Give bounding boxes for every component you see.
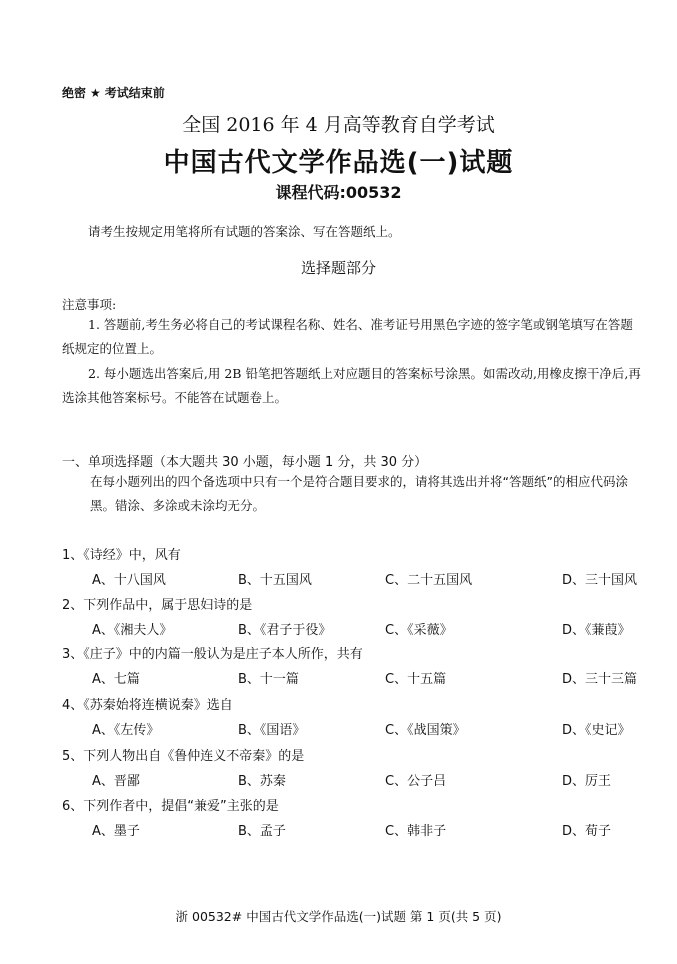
page-footer: 浙 00532# 中国古代文学作品选(一)试题 第 1 页(共 5 页) — [175, 909, 502, 924]
option-b: B、孟子 — [238, 824, 286, 839]
note-item-1: 1. 答题前,考生务必将自己的考试课程名称、姓名、准考证号用黑色字迹的签字笔或钢笔填写在答题纸规定的位置上。 — [62, 317, 633, 356]
option-d: D、《史记》 — [562, 723, 631, 738]
option-b: B、《国语》 — [238, 723, 306, 738]
option-a: A、《湘夫人》 — [92, 623, 173, 638]
option-c: C、《采薇》 — [385, 623, 453, 638]
option-c: C、二十五国风 — [385, 573, 473, 588]
option-b: B、十一篇 — [238, 672, 299, 687]
option-d: D、荀子 — [562, 824, 612, 839]
option-c: C、公子吕 — [385, 774, 447, 789]
option-a: A、《左传》 — [92, 723, 160, 738]
option-c: C、十五篇 — [385, 672, 447, 687]
option-a: A、七篇 — [92, 672, 140, 687]
section-title: 选择题部分 — [300, 259, 376, 277]
option-a: A、晋鄙 — [92, 774, 140, 789]
question-stem: 5、下列人物出自《鲁仲连义不帝秦》的是 — [62, 749, 305, 764]
question-stem: 1、《诗经》中，风有 — [62, 548, 181, 563]
option-a: A、十八国风 — [92, 573, 166, 588]
option-d: D、三十国风 — [562, 573, 638, 588]
course-code: 课程代码:00532 — [275, 183, 402, 202]
option-c: C、韩非子 — [385, 824, 447, 839]
option-d: D、厉王 — [562, 774, 612, 789]
option-b: B、十五国风 — [238, 573, 312, 588]
option-d: D、《蒹葭》 — [562, 623, 631, 638]
question-stem: 2、下列作品中，属于思妇诗的是 — [62, 598, 253, 613]
question-stem: 4、《苏秦始将连横说秦》选自 — [62, 698, 233, 713]
exam-title: 全国 2016 年 4 月高等教育自学考试 — [182, 114, 495, 136]
notes-heading: 注意事项: — [62, 297, 117, 312]
confidential-label — [62, 84, 165, 101]
option-c: C、《战国策》 — [385, 723, 466, 738]
star-icon: ★ — [90, 86, 101, 100]
secret-text: 绝密 — [62, 86, 87, 100]
instruction: 请考生按规定用笔将所有试题的答案涂、写在答题纸上。 — [88, 224, 401, 239]
option-b: B、苏秦 — [238, 774, 286, 789]
option-d: D、三十三篇 — [562, 672, 638, 687]
option-b: B、《君子于役》 — [238, 623, 332, 638]
secret-note: 考试结束前 — [104, 86, 165, 100]
note-item-2: 2. 每小题选出答案后,用 2B 铅笔把答题纸上对应题目的答案标号涂黑。如需改动,用橡皮擦干净后,再选涂其他答案标号。不能答在试题卷上。 — [62, 366, 641, 405]
main-title: 中国古代文学作品选(一)试题 — [163, 148, 514, 178]
question-stem: 6、下列作者中，提倡“兼爱”主张的是 — [62, 799, 279, 814]
part-heading: 一、单项选择题（本大题共 30 小题，每小题 1 分，共 30 分） — [62, 455, 428, 470]
question-stem: 3、《庄子》中的内篇一般认为是庄子本人所作，共有 — [62, 647, 363, 662]
part-description: 在每小题列出的四个备选项中只有一个是符合题目要求的，请将其选出并将“答题纸”的相应代码涂黑。错涂、多涂或未涂均无分。 — [90, 474, 628, 513]
option-a: A、墨子 — [92, 824, 140, 839]
